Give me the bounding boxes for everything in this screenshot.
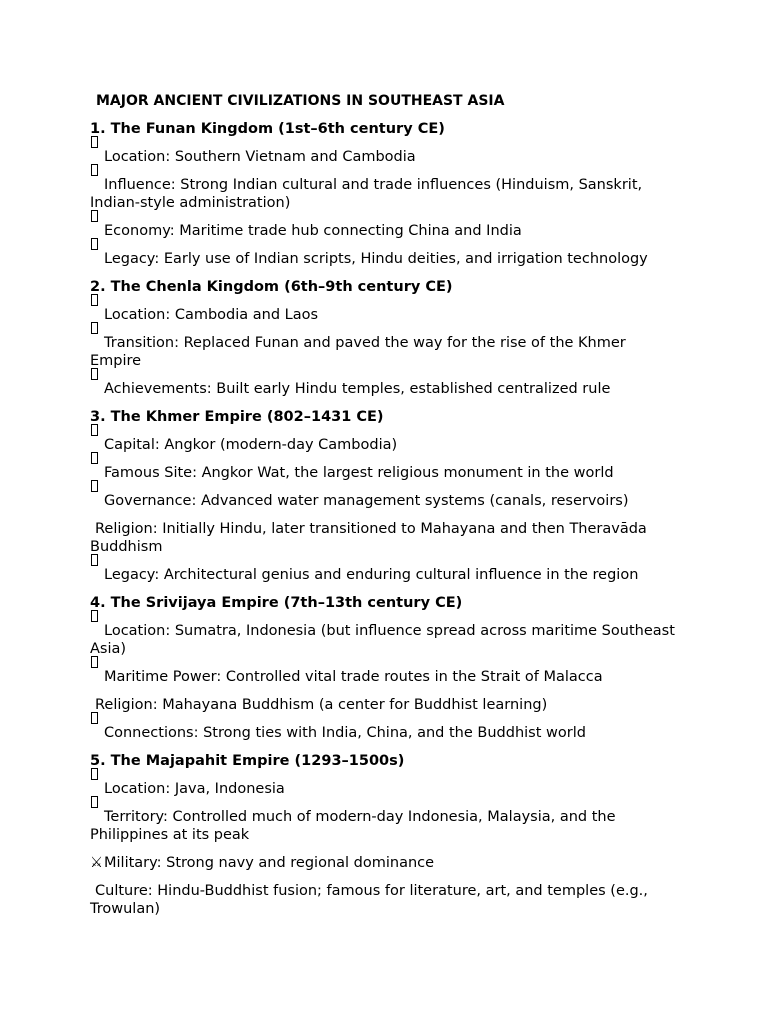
missing-glyph-icon: [90, 380, 104, 398]
bullet-text: Legacy: Architectural genius and enduring cultural influence in the region: [104, 567, 639, 583]
bullet-text: Territory: Controlled much of modern-day Indonesia, Malaysia, and the Philippines at its peak: [90, 809, 616, 843]
bullet-text: Achievements: Built early Hindu temples, established centralized rule: [104, 381, 611, 397]
bullet-text: Religion: Initially Hindu, later transitioned to Mahayana and then Theravāda Buddhism: [90, 521, 647, 555]
bullet-text: Maritime Power: Controlled vital trade routes in the Strait of Malacca: [104, 669, 603, 685]
bullet-item: [90, 520, 680, 556]
bullet-item: [90, 222, 680, 240]
missing-glyph-icon: [90, 176, 104, 194]
missing-glyph-icon: [90, 566, 104, 584]
bullet-item: [90, 306, 680, 324]
section-heading: 4. The Srivijaya Empire (7th–13th century CE): [90, 595, 463, 611]
bullet-item: [90, 668, 680, 686]
bullet-text: Famous Site: Angkor Wat, the largest religious monument in the world: [104, 465, 614, 481]
bullet-text: Location: Java, Indonesia: [104, 781, 285, 797]
bullet-item: [90, 250, 680, 268]
section-heading: 1. The Funan Kingdom (1st–6th century CE): [90, 121, 445, 137]
bullet-item: [90, 492, 680, 510]
bullet-text: Culture: Hindu-Buddhist fusion; famous for literature, art, and temples (e.g., Trowulan): [90, 883, 648, 917]
bullet-item: [90, 436, 680, 454]
bullet-item: [90, 148, 680, 166]
bullet-text: Capital: Angkor (modern-day Cambodia): [104, 437, 398, 453]
bullet-item: [90, 566, 680, 584]
bullet-text: Governance: Advanced water management systems (canals, reservoirs): [104, 493, 629, 509]
bullet-item: [90, 854, 680, 872]
bullet-item: [90, 334, 680, 370]
bullet-item: [90, 882, 680, 918]
bullet-item: [90, 380, 680, 398]
missing-glyph-icon: [90, 250, 104, 268]
bullet-text: Transition: Replaced Funan and paved the way for the rise of the Khmer Empire: [90, 335, 626, 369]
section-heading: 2. The Chenla Kingdom (6th–9th century CE): [90, 279, 453, 295]
document-title: MAJOR ANCIENT CIVILIZATIONS IN SOUTHEAST ASIA: [96, 93, 505, 109]
bullet-item: [90, 696, 680, 714]
bullet-text: Economy: Maritime trade hub connecting China and India: [104, 223, 522, 239]
document-page: [90, 92, 680, 928]
missing-glyph-icon: [90, 724, 104, 742]
missing-glyph-icon: [90, 492, 104, 510]
missing-glyph-icon: [90, 808, 104, 826]
bullet-text: Location: Southern Vietnam and Cambodia: [104, 149, 416, 165]
bullet-text: Connections: Strong ties with India, China, and the Buddhist world: [104, 725, 586, 741]
bullet-item: [90, 724, 680, 742]
bullet-text: Location: Sumatra, Indonesia (but influence spread across maritime Southeast Asia): [90, 623, 675, 657]
sections-container: [90, 120, 680, 918]
bullet-item: [90, 176, 680, 212]
section-heading: 3. The Khmer Empire (802–1431 CE): [90, 409, 384, 425]
bullet-text: Legacy: Early use of Indian scripts, Hindu deities, and irrigation technology: [104, 251, 648, 267]
missing-glyph-icon: [90, 668, 104, 686]
bullet-text: Religion: Mahayana Buddhism (a center for Buddhist learning): [95, 697, 548, 713]
crossed-swords-icon: ⚔: [90, 855, 103, 871]
bullet-item: [90, 780, 680, 798]
bullet-item: [90, 464, 680, 482]
bullet-item: [90, 808, 680, 844]
bullet-text: Influence: Strong Indian cultural and trade influences (Hinduism, Sanskrit, Indian-style administration): [90, 177, 643, 211]
section-heading: 5. The Majapahit Empire (1293–1500s): [90, 753, 405, 769]
missing-glyph-icon: [90, 334, 104, 352]
missing-glyph-icon: [90, 622, 104, 640]
bullet-text: Military: Strong navy and regional dominance: [104, 855, 435, 871]
bullet-text: Location: Cambodia and Laos: [104, 307, 319, 323]
bullet-item: [90, 622, 680, 658]
